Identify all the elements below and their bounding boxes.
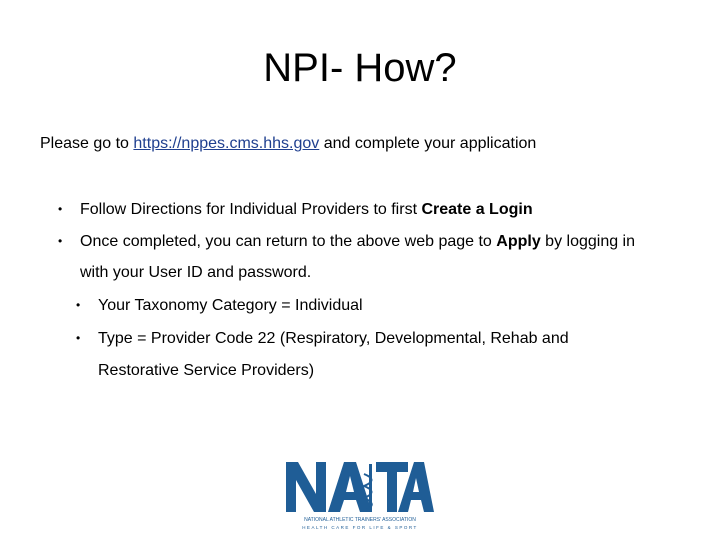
intro-suffix: and complete your application	[319, 135, 537, 152]
nata-logo-graphic	[284, 460, 436, 532]
bullet-bold-text: Apply	[496, 233, 541, 250]
logo-line2: HEALTH CARE FOR LIFE & SPORT	[302, 525, 418, 530]
bullet-plain-text: Follow Directions for Individual Providers to first	[80, 201, 422, 218]
logo-line1: NATIONAL ATHLETIC TRAINERS' ASSOCIATION	[304, 517, 416, 523]
bullet-marker: •	[58, 234, 63, 248]
bullet-marker: •	[58, 202, 63, 216]
sub-bullet-marker: •	[76, 298, 81, 312]
bullet-text	[80, 194, 533, 225]
intro-line	[40, 133, 536, 155]
bullet-text	[80, 226, 635, 257]
sub-bullet-text: Type = Provider Code 22 (Respiratory, Developmental, Rehab and	[98, 330, 569, 347]
slide-title: NPI- How?	[263, 46, 457, 90]
nppes-link[interactable]: https://nppes.cms.hhs.gov	[133, 135, 320, 152]
bullet-plain-text: Once completed, you can return to the above web page to	[80, 233, 497, 250]
sub-bullet-type-continuation: Restorative Service Providers)	[98, 362, 315, 379]
bullet-apply-continuation: with your User ID and password.	[80, 264, 312, 281]
bullet-bold-text: Create a Login	[421, 201, 533, 218]
nata-logo	[284, 460, 436, 532]
bullet-plain-text: by logging in	[540, 233, 636, 250]
sub-bullet-text: Your Taxonomy Category = Individual	[98, 297, 363, 314]
sub-bullet-marker: •	[76, 331, 81, 345]
intro-prefix: Please go to	[40, 135, 134, 152]
